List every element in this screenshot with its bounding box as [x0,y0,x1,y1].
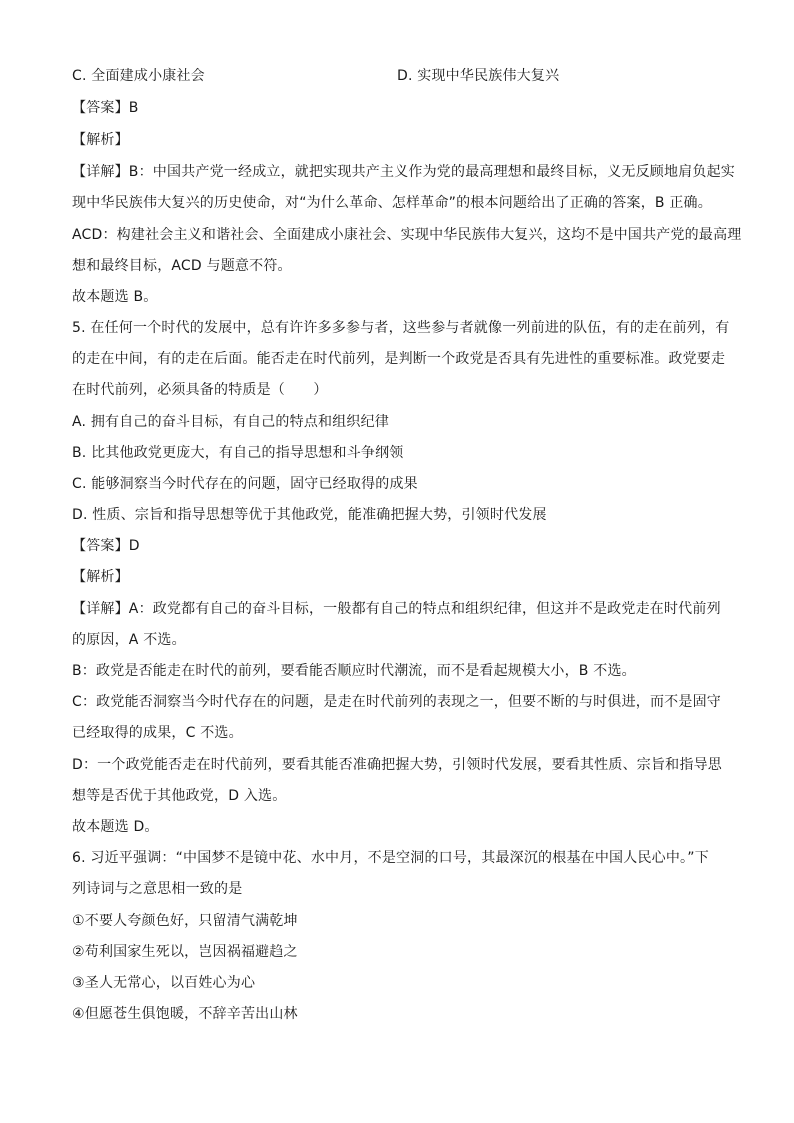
answer-label-q5: 【答案】D [72,538,140,554]
question-5-option-b: B. 比其他政党更庞大，有自己的指导思想和斗争纲领 [72,445,404,461]
poem-item-2: ②苟利国家生死以，岂因祸福避趋之 [72,944,298,960]
explanation-line: 【详解】B：中国共产党一经成立，就把实现共产主义作为党的最高理想和最终目标，义无反顾地肩负起实 [72,164,736,180]
question-5-stem: 在时代前列，必须具备的特质是（ ） [72,382,328,398]
explanation-line: 的原因，A 不选。 [72,632,186,648]
question-5-stem: 的走在中间，有的走在后面。能否走在时代前列，是判断一个政党是否具有先进性的重要标准。政党要走 [72,351,726,367]
question-6-stem: 列诗词与之意思相一致的是 [72,881,243,897]
explanation-line: 现中华民族伟大复兴的历史使命，对“为什么革命、怎样革命”的根本问题给出了正确的答案，B 正确。 [72,195,712,211]
analysis-label-q4: 【解析】 [72,132,129,148]
option-d-prev: D. 实现中华民族伟大复兴 [397,68,560,84]
analysis-label-q5: 【解析】 [72,569,129,585]
explanation-line: 已经取得的成果，C 不选。 [72,725,243,741]
explanation-line: ACD：构建社会主义和谐社会、全面建成小康社会、实现中华民族伟大复兴，这均不是中国共产党的最高理 [72,227,742,243]
question-5-stem: 5. 在任何一个时代的发展中，总有许许多多参与者，这些参与者就像一列前进的队伍，有的走在前列，有 [72,320,730,336]
poem-item-4: ④但愿苍生俱饱暖，不辞辛苦出山林 [72,1006,298,1022]
explanation-line: C：政党能否洞察当今时代存在的问题，是走在时代前列的表现之一，但要不断的与时俱进，而不是固守 [72,694,721,710]
explanation-line: 想和最终目标，ACD 与题意不符。 [72,258,292,274]
question-5-option-c: C. 能够洞察当今时代存在的问题，固守已经取得的成果 [72,476,418,492]
conclusion-line: 故本题选 D。 [72,819,159,835]
explanation-line: B：政党是否能走在时代的前列，要看能否顺应时代潮流，而不是看起规模大小，B 不选。 [72,663,636,679]
answer-label-q4: 【答案】B [72,100,139,116]
option-c-prev: C. 全面建成小康社会 [72,68,205,84]
question-6-stem: 6. 习近平强调：“中国梦不是镜中花、水中月，不是空洞的口号，其最深沉的根基在中国人民心中。”下 [72,850,709,866]
explanation-line: 想等是否优于其他政党，D 入选。 [72,788,287,804]
question-5-option-d: D. 性质、宗旨和指导思想等优于其他政党，能准确把握大势，引领时代发展 [72,507,547,523]
poem-item-1: ①不要人夸颜色好，只留清气满乾坤 [72,913,298,929]
conclusion-line: 故本题选 B。 [72,289,158,305]
explanation-line: 【详解】A：政党都有自己的奋斗目标，一般都有自己的特点和组织纪律，但这并不是政党走在时代前列 [72,601,721,617]
poem-item-3: ③圣人无常心，以百姓心为心 [72,975,256,991]
explanation-line: D：一个政党能否走在时代前列，要看其能否准确把握大势，引领时代发展，要看其性质、宗旨和指导思 [72,757,722,773]
question-5-option-a: A. 拥有自己的奋斗目标，有自己的特点和组织纪律 [72,414,390,430]
